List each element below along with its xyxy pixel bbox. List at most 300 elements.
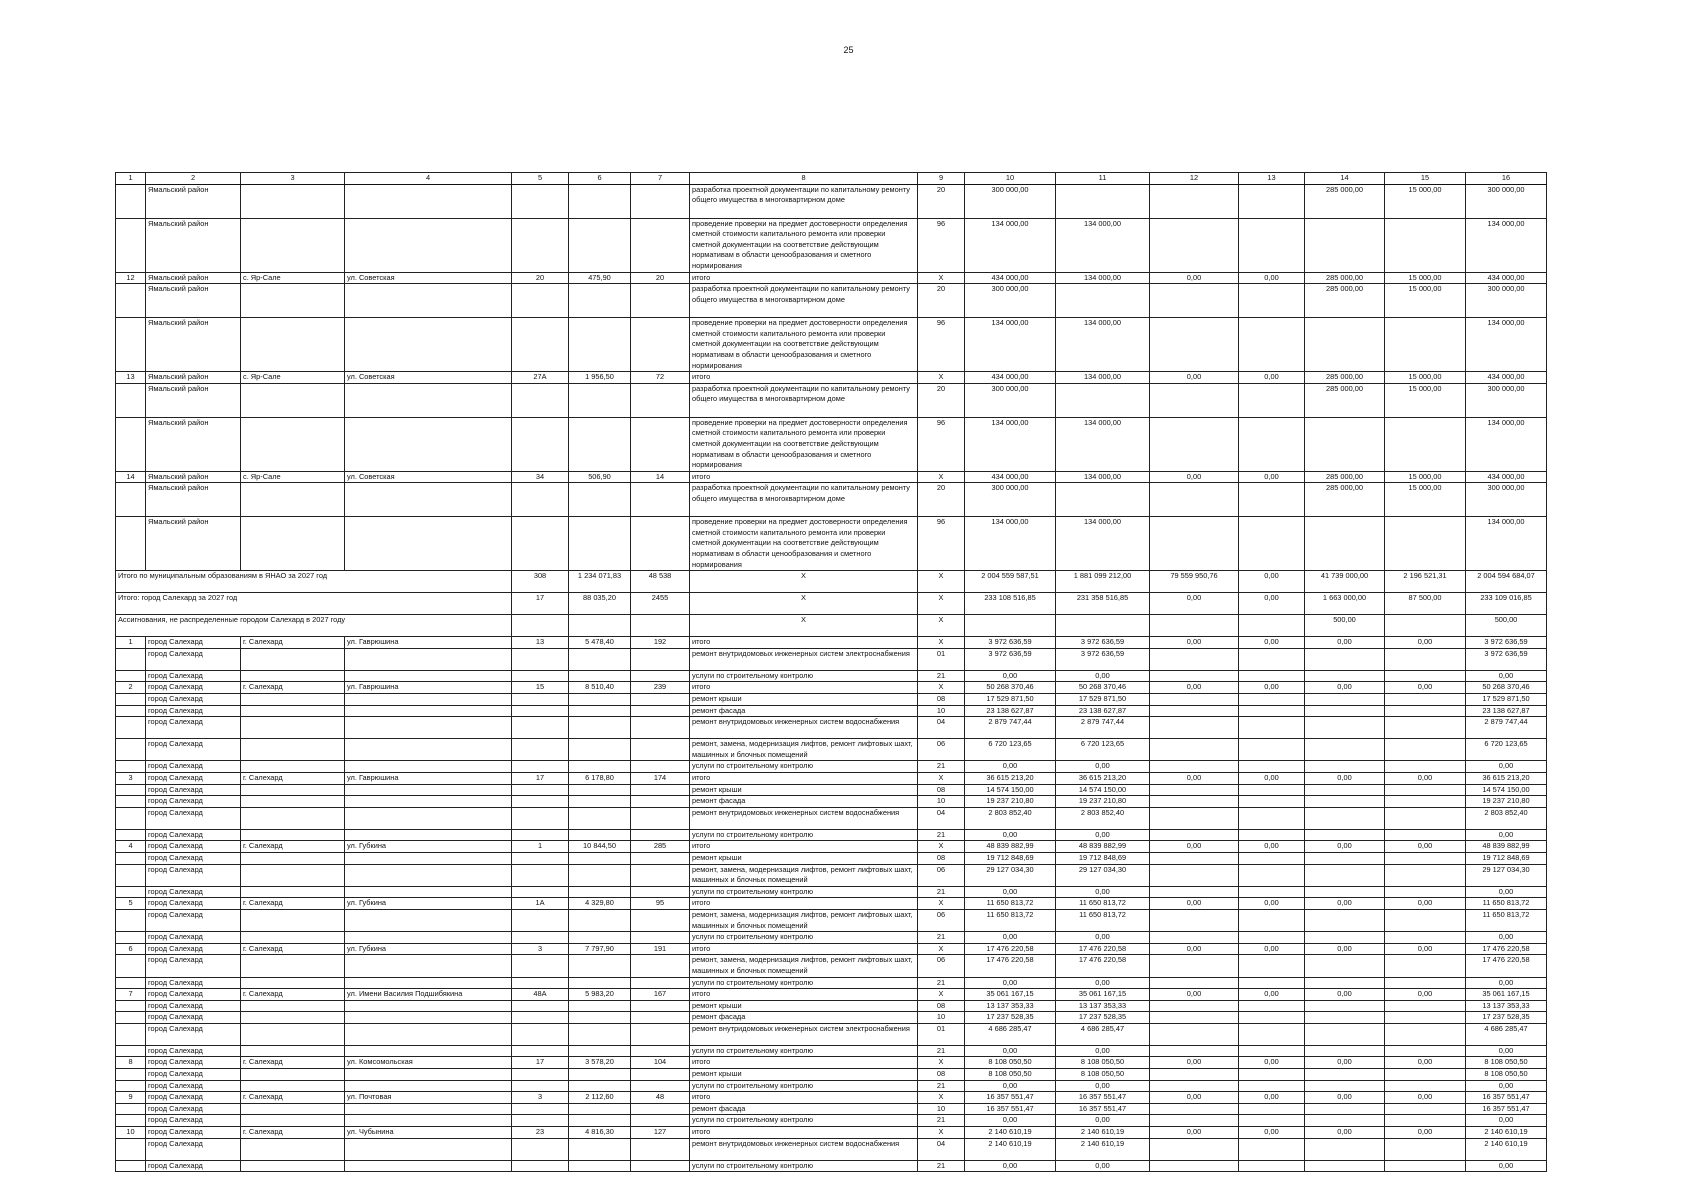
cell-l	[1239, 955, 1305, 977]
cell-code: 96	[918, 218, 965, 272]
cell-t: 16 357 551,47	[965, 1092, 1056, 1104]
cell-sum: 13 137 353,33	[1466, 1000, 1547, 1012]
cell-ar	[569, 1138, 631, 1160]
cell-sum: 3 972 636,59	[1466, 648, 1547, 670]
cell-x: 15 000,00	[1385, 184, 1466, 218]
header-cell: 4	[345, 173, 512, 185]
cell-r	[1150, 717, 1239, 739]
cell-n	[116, 383, 146, 417]
cell-sum: 6 720 123,65	[1466, 739, 1547, 761]
cell-f: 19 237 210,80	[1056, 796, 1150, 808]
cell-f: 17 237 528,35	[1056, 1012, 1150, 1024]
cell-w: ремонт внутридомовых инженерных систем электроснабжения	[690, 1023, 918, 1045]
cell-n: 12	[116, 272, 146, 284]
cell-x	[1385, 955, 1466, 977]
cell-o	[1305, 670, 1385, 682]
cell-p: 48 538	[631, 571, 690, 593]
cell-s	[241, 1080, 345, 1092]
cell-x	[1385, 218, 1466, 272]
cell-f: 50 268 370,46	[1056, 682, 1150, 694]
cell-r	[1150, 1023, 1239, 1045]
cell-l	[1239, 1080, 1305, 1092]
cell-code: 20	[918, 284, 965, 318]
cell-p: 2455	[631, 593, 690, 615]
cell-s	[241, 383, 345, 417]
cell-st	[345, 218, 512, 272]
cell-l	[1239, 483, 1305, 517]
cell-h	[512, 318, 569, 372]
cell-sum: 8 108 050,50	[1466, 1057, 1547, 1069]
cell-l: 0,00	[1239, 637, 1305, 649]
cell-f: 2 879 747,44	[1056, 717, 1150, 739]
cell-w: ремонт фасада	[690, 1103, 918, 1115]
cell-x	[1385, 1069, 1466, 1081]
cell-h	[512, 784, 569, 796]
cell-code: 08	[918, 1000, 965, 1012]
cell-w: X	[690, 571, 918, 593]
cell-x: 15 000,00	[1385, 272, 1466, 284]
cell-s	[241, 694, 345, 706]
cell-o	[1305, 517, 1385, 571]
cell-h	[512, 1000, 569, 1012]
cell-s	[241, 955, 345, 977]
cell-s	[241, 739, 345, 761]
cell-o	[1305, 864, 1385, 886]
header-cell: 10	[965, 173, 1056, 185]
cell-t: 434 000,00	[965, 272, 1056, 284]
cell-s	[241, 284, 345, 318]
cell-x	[1385, 694, 1466, 706]
cell-r	[1150, 784, 1239, 796]
cell-t: 134 000,00	[965, 218, 1056, 272]
cell-code: X	[918, 898, 965, 910]
cell-t: 19 237 210,80	[965, 796, 1056, 808]
cell-h	[512, 932, 569, 944]
cell-o	[1305, 705, 1385, 717]
cell-a: город Салехард	[146, 739, 241, 761]
cell-l	[1239, 284, 1305, 318]
cell-f: 134 000,00	[1056, 517, 1150, 571]
cell-l: 0,00	[1239, 943, 1305, 955]
cell-ar	[569, 284, 631, 318]
cell-s	[241, 218, 345, 272]
cell-w: услуги по строительному контролю	[690, 1080, 918, 1092]
table-header	[116, 173, 1547, 185]
cell-a: город Салехард	[146, 1092, 241, 1104]
cell-s	[241, 670, 345, 682]
cell-t: 0,00	[965, 932, 1056, 944]
cell-sum: 50 268 370,46	[1466, 682, 1547, 694]
cell-p: 95	[631, 898, 690, 910]
cell-st: ул. Губкина	[345, 898, 512, 910]
cell-s	[241, 705, 345, 717]
cell-p	[631, 796, 690, 808]
cell-l	[1239, 1045, 1305, 1057]
cell-r	[1150, 932, 1239, 944]
cell-code: X	[918, 571, 965, 593]
cell-code: 21	[918, 1160, 965, 1172]
work-row	[116, 1023, 1547, 1045]
cell-w: ремонт крыши	[690, 694, 918, 706]
cell-f: 13 137 353,33	[1056, 1000, 1150, 1012]
cell-l	[1239, 909, 1305, 931]
cell-t: 2 140 610,19	[965, 1138, 1056, 1160]
cell-w: ремонт фасада	[690, 705, 918, 717]
cell-code: X	[918, 682, 965, 694]
cell-s	[241, 318, 345, 372]
cell-p	[631, 909, 690, 931]
cell-h	[512, 184, 569, 218]
cell-x: 15 000,00	[1385, 284, 1466, 318]
cell-ar: 88 035,20	[569, 593, 631, 615]
cell-a: Ямальский район	[146, 272, 241, 284]
work-row	[116, 761, 1547, 773]
cell-o: 41 739 000,00	[1305, 571, 1385, 593]
cell-st	[345, 739, 512, 761]
cell-st	[345, 705, 512, 717]
cell-st: ул. Чубынина	[345, 1127, 512, 1139]
cell-h: 17	[512, 1057, 569, 1069]
cell-p	[631, 1023, 690, 1045]
cell-o	[1305, 1045, 1385, 1057]
cell-code: 21	[918, 761, 965, 773]
cell-r: 0,00	[1150, 841, 1239, 853]
cell-t: 23 138 627,87	[965, 705, 1056, 717]
cell-sum: 2 004 594 684,07	[1466, 571, 1547, 593]
cell-p	[631, 1160, 690, 1172]
cell-x	[1385, 517, 1466, 571]
cell-f	[1056, 383, 1150, 417]
cell-l	[1239, 1069, 1305, 1081]
cell-l: 0,00	[1239, 989, 1305, 1001]
work-row	[116, 284, 1547, 318]
cell-r	[1150, 909, 1239, 931]
cell-code: 04	[918, 717, 965, 739]
cell-l: 0,00	[1239, 593, 1305, 615]
cell-f: 134 000,00	[1056, 372, 1150, 384]
cell-f: 0,00	[1056, 977, 1150, 989]
cell-l	[1239, 1160, 1305, 1172]
cell-st	[345, 864, 512, 886]
cell-st: ул. Губкина	[345, 841, 512, 853]
cell-ar	[569, 955, 631, 977]
cell-sum: 233 109 016,85	[1466, 593, 1547, 615]
cell-p	[631, 1045, 690, 1057]
cell-n	[116, 1115, 146, 1127]
cell-a: город Салехард	[146, 637, 241, 649]
header-cell: 2	[146, 173, 241, 185]
cell-x: 0,00	[1385, 841, 1466, 853]
cell-sum: 48 839 882,99	[1466, 841, 1547, 853]
cell-t: 0,00	[965, 1045, 1056, 1057]
cell-code: 10	[918, 796, 965, 808]
cell-n	[116, 670, 146, 682]
work-row	[116, 1069, 1547, 1081]
cell-a: Ямальский район	[146, 417, 241, 471]
cell-x: 2 196 521,31	[1385, 571, 1466, 593]
cell-f: 16 357 551,47	[1056, 1092, 1150, 1104]
cell-st	[345, 284, 512, 318]
cell-o	[1305, 784, 1385, 796]
cell-s	[241, 1103, 345, 1115]
cell-n	[116, 829, 146, 841]
cell-a: город Салехард	[146, 1138, 241, 1160]
header-cell: 6	[569, 173, 631, 185]
cell-n: 13	[116, 372, 146, 384]
cell-o	[1305, 1115, 1385, 1127]
cell-n	[116, 761, 146, 773]
cell-f: 0,00	[1056, 761, 1150, 773]
cell-n	[116, 1012, 146, 1024]
cell-t: 300 000,00	[965, 383, 1056, 417]
cell-r	[1150, 1000, 1239, 1012]
cell-f: 17 529 871,50	[1056, 694, 1150, 706]
cell-f: 2 140 610,19	[1056, 1138, 1150, 1160]
cell-r	[1150, 1080, 1239, 1092]
total-row	[116, 943, 1547, 955]
work-row	[116, 218, 1547, 272]
cell-s: г. Салехард	[241, 1127, 345, 1139]
cell-p: 127	[631, 1127, 690, 1139]
cell-r	[1150, 977, 1239, 989]
cell-t: 8 108 050,50	[965, 1057, 1056, 1069]
cell-w: ремонт фасада	[690, 796, 918, 808]
cell-p	[631, 417, 690, 471]
cell-code: 20	[918, 383, 965, 417]
cell-w: услуги по строительному контролю	[690, 670, 918, 682]
work-row	[116, 517, 1547, 571]
work-row	[116, 932, 1547, 944]
cell-p	[631, 318, 690, 372]
work-row	[116, 1000, 1547, 1012]
cell-st: ул. Имени Василия Подшибякина	[345, 989, 512, 1001]
cell-sum: 35 061 167,15	[1466, 989, 1547, 1001]
cell-x	[1385, 1000, 1466, 1012]
cell-x	[1385, 807, 1466, 829]
cell-ar: 475,90	[569, 272, 631, 284]
cell-n	[116, 852, 146, 864]
cell-code: 10	[918, 705, 965, 717]
cell-st: ул. Комсомольская	[345, 1057, 512, 1069]
cell-n	[116, 977, 146, 989]
cell-w: итого	[690, 272, 918, 284]
cell-r: 0,00	[1150, 372, 1239, 384]
cell-l	[1239, 383, 1305, 417]
cell-a: город Салехард	[146, 1069, 241, 1081]
work-row	[116, 318, 1547, 372]
cell-ar: 4 816,30	[569, 1127, 631, 1139]
cell-x: 0,00	[1385, 682, 1466, 694]
cell-ar: 2 112,60	[569, 1092, 631, 1104]
cell-a: город Салехард	[146, 773, 241, 785]
cell-sum: 17 476 220,58	[1466, 955, 1547, 977]
total-row	[116, 841, 1547, 853]
cell-r	[1150, 184, 1239, 218]
cell-p: 285	[631, 841, 690, 853]
cell-r	[1150, 218, 1239, 272]
cell-o	[1305, 1080, 1385, 1092]
cell-r	[1150, 648, 1239, 670]
cell-ar	[569, 615, 631, 637]
cell-sum: 0,00	[1466, 1045, 1547, 1057]
cell-a: город Салехард	[146, 1045, 241, 1057]
cell-h	[512, 694, 569, 706]
cell-st	[345, 648, 512, 670]
cell-x: 0,00	[1385, 773, 1466, 785]
cell-s	[241, 796, 345, 808]
cell-x: 0,00	[1385, 637, 1466, 649]
table-body	[116, 184, 1547, 1172]
cell-t: 4 686 285,47	[965, 1023, 1056, 1045]
cell-f: 2 140 610,19	[1056, 1127, 1150, 1139]
cell-ar	[569, 670, 631, 682]
cell-w: итого	[690, 841, 918, 853]
cell-ar	[569, 517, 631, 571]
cell-o	[1305, 648, 1385, 670]
cell-f: 0,00	[1056, 829, 1150, 841]
cell-p	[631, 648, 690, 670]
cell-code: 96	[918, 318, 965, 372]
cell-h	[512, 1115, 569, 1127]
cell-n	[116, 932, 146, 944]
cell-ar	[569, 932, 631, 944]
cell-st	[345, 670, 512, 682]
cell-w: итого	[690, 1092, 918, 1104]
total-row	[116, 372, 1547, 384]
cell-st: ул. Гаврюшина	[345, 682, 512, 694]
cell-code: 01	[918, 648, 965, 670]
cell-ar	[569, 318, 631, 372]
cell-ar	[569, 694, 631, 706]
cell-a: город Салехард	[146, 1160, 241, 1172]
work-row	[116, 1045, 1547, 1057]
summary-label: Итого по муниципальным образованиям в ЯНАО за 2027 год	[116, 571, 512, 593]
cell-code: X	[918, 943, 965, 955]
cell-ar: 1 234 071,83	[569, 571, 631, 593]
cell-a: город Салехард	[146, 943, 241, 955]
cell-h	[512, 796, 569, 808]
cell-code: X	[918, 615, 965, 637]
cell-a: Ямальский район	[146, 517, 241, 571]
cell-code: 21	[918, 829, 965, 841]
cell-s	[241, 829, 345, 841]
cell-h	[512, 852, 569, 864]
cell-x	[1385, 739, 1466, 761]
cell-a: город Салехард	[146, 989, 241, 1001]
cell-code: X	[918, 989, 965, 1001]
cell-n: 2	[116, 682, 146, 694]
cell-t: 36 615 213,20	[965, 773, 1056, 785]
cell-sum: 300 000,00	[1466, 284, 1547, 318]
cell-s	[241, 852, 345, 864]
cell-p	[631, 694, 690, 706]
cell-code: 10	[918, 1103, 965, 1115]
cell-s: г. Салехард	[241, 841, 345, 853]
cell-l	[1239, 864, 1305, 886]
cell-x	[1385, 864, 1466, 886]
cell-ar	[569, 864, 631, 886]
cell-h	[512, 517, 569, 571]
cell-f: 0,00	[1056, 1115, 1150, 1127]
cell-a: город Салехард	[146, 694, 241, 706]
cell-h: 15	[512, 682, 569, 694]
cell-l	[1239, 796, 1305, 808]
cell-p	[631, 784, 690, 796]
cell-l	[1239, 1103, 1305, 1115]
cell-w: X	[690, 593, 918, 615]
cell-w: ремонт крыши	[690, 1069, 918, 1081]
cell-l: 0,00	[1239, 471, 1305, 483]
cell-f	[1056, 615, 1150, 637]
header-cell: 8	[690, 173, 918, 185]
cell-a: город Салехард	[146, 1127, 241, 1139]
cell-st	[345, 318, 512, 372]
work-row	[116, 417, 1547, 471]
cell-x: 0,00	[1385, 943, 1466, 955]
cell-h: 3	[512, 943, 569, 955]
cell-o: 0,00	[1305, 682, 1385, 694]
cell-a: город Салехард	[146, 1000, 241, 1012]
cell-x	[1385, 1138, 1466, 1160]
cell-x: 0,00	[1385, 989, 1466, 1001]
cell-h	[512, 1080, 569, 1092]
cell-t: 2 879 747,44	[965, 717, 1056, 739]
cell-o	[1305, 909, 1385, 931]
cell-n	[116, 864, 146, 886]
cell-n: 14	[116, 471, 146, 483]
cell-o	[1305, 318, 1385, 372]
header-cell: 3	[241, 173, 345, 185]
cell-r	[1150, 417, 1239, 471]
cell-r	[1150, 852, 1239, 864]
cell-s	[241, 864, 345, 886]
cell-f: 0,00	[1056, 1080, 1150, 1092]
cell-f	[1056, 284, 1150, 318]
cell-t: 233 108 516,85	[965, 593, 1056, 615]
cell-st	[345, 932, 512, 944]
cell-code: 04	[918, 807, 965, 829]
cell-code: X	[918, 773, 965, 785]
cell-l	[1239, 807, 1305, 829]
cell-r	[1150, 1103, 1239, 1115]
cell-ar: 8 510,40	[569, 682, 631, 694]
cell-ar: 6 178,80	[569, 773, 631, 785]
cell-sum: 434 000,00	[1466, 272, 1547, 284]
register-table	[115, 172, 1547, 1172]
cell-code: X	[918, 272, 965, 284]
cell-h	[512, 1069, 569, 1081]
cell-o: 0,00	[1305, 841, 1385, 853]
cell-l	[1239, 517, 1305, 571]
cell-n	[116, 1103, 146, 1115]
cell-t: 3 972 636,59	[965, 637, 1056, 649]
cell-a: город Салехард	[146, 1057, 241, 1069]
cell-p	[631, 517, 690, 571]
cell-st	[345, 1138, 512, 1160]
cell-n	[116, 1000, 146, 1012]
cell-w: услуги по строительному контролю	[690, 1160, 918, 1172]
cell-p	[631, 184, 690, 218]
work-row	[116, 483, 1547, 517]
cell-f: 19 712 848,69	[1056, 852, 1150, 864]
cell-o	[1305, 796, 1385, 808]
cell-l: 0,00	[1239, 571, 1305, 593]
cell-l	[1239, 1012, 1305, 1024]
cell-t: 0,00	[965, 1160, 1056, 1172]
cell-f: 8 108 050,50	[1056, 1057, 1150, 1069]
cell-o	[1305, 852, 1385, 864]
cell-s	[241, 483, 345, 517]
